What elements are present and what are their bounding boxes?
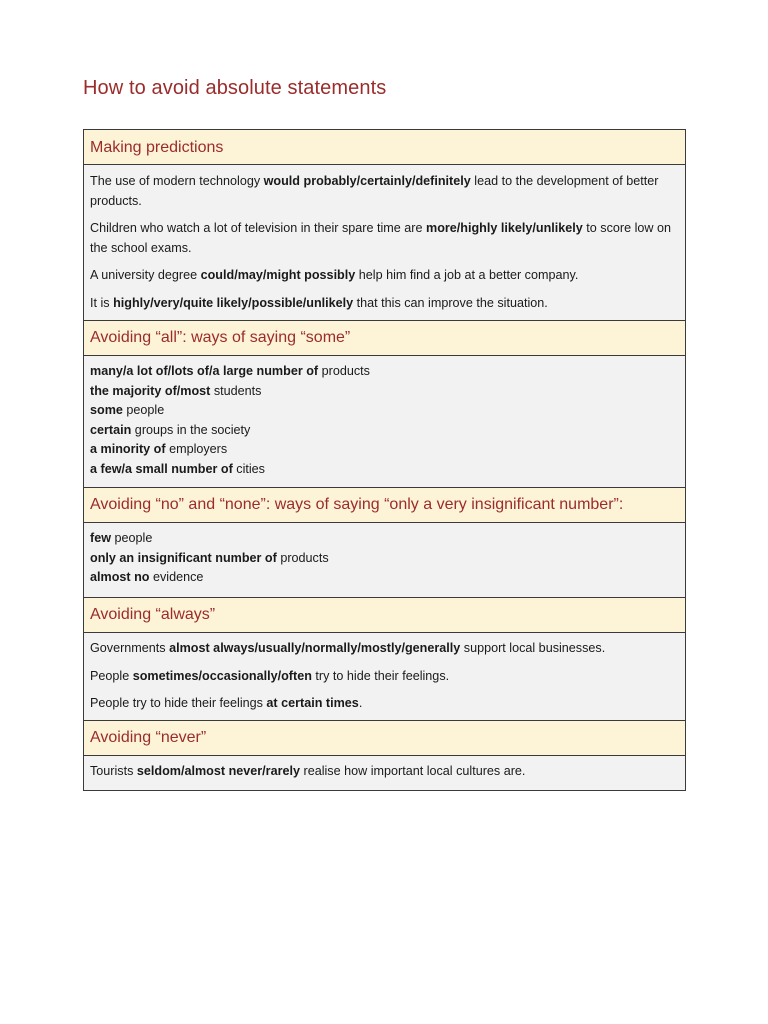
section-body-always <box>84 633 686 721</box>
section-body-all <box>84 356 686 488</box>
phrase-line: few people <box>90 531 153 545</box>
section-heading-predictions: Making predictions <box>84 130 686 165</box>
section-body-never <box>84 756 686 791</box>
example-paragraph: Governments almost always/usually/normally/mostly/generally support local businesses. <box>90 641 606 655</box>
phrases-table <box>83 129 686 791</box>
phrase-line: a few/a small number of cities <box>90 461 265 476</box>
phrase-line: some people <box>90 403 165 418</box>
section-heading-always: Avoiding “always” <box>84 598 686 633</box>
phrase-line: certain groups in the society <box>90 422 251 437</box>
section-body-none <box>84 523 686 598</box>
example-paragraph: People sometimes/occasionally/often try to hide their feelings. <box>90 668 450 683</box>
page-title: How to avoid absolute statements <box>83 77 387 99</box>
phrase-line: a minority of employers <box>90 442 228 457</box>
example-paragraph: Tourists seldom/almost never/rarely realise how important local cultures are. <box>90 764 526 778</box>
section-heading-none: Avoiding “no” and “none”: ways of saying “only a very insignificant number”: <box>84 488 686 523</box>
phrase-line: the majority of/most students <box>90 383 262 398</box>
phrase-line: only an insignificant number of products <box>90 550 329 565</box>
section-heading-never: Avoiding “never” <box>84 721 686 756</box>
example-paragraph: Children who watch a lot of television in their spare time are more/highly likely/unlikely to score low on the school exams. <box>90 221 671 255</box>
section-heading-all: Avoiding “all”: ways of saying “some” <box>84 321 686 356</box>
phrase-line: almost no evidence <box>90 570 204 585</box>
example-paragraph: A university degree could/may/might possibly help him find a job at a better company. <box>90 268 579 283</box>
example-paragraph: The use of modern technology would probably/certainly/definitely lead to the development of better products. <box>90 174 659 208</box>
example-paragraph: People try to hide their feelings at certain times. <box>90 696 363 711</box>
section-body-predictions <box>84 165 686 321</box>
example-paragraph: It is highly/very/quite likely/possible/unlikely that this can improve the situation. <box>90 295 548 310</box>
phrase-line: many/a lot of/lots of/a large number of products <box>90 364 370 378</box>
